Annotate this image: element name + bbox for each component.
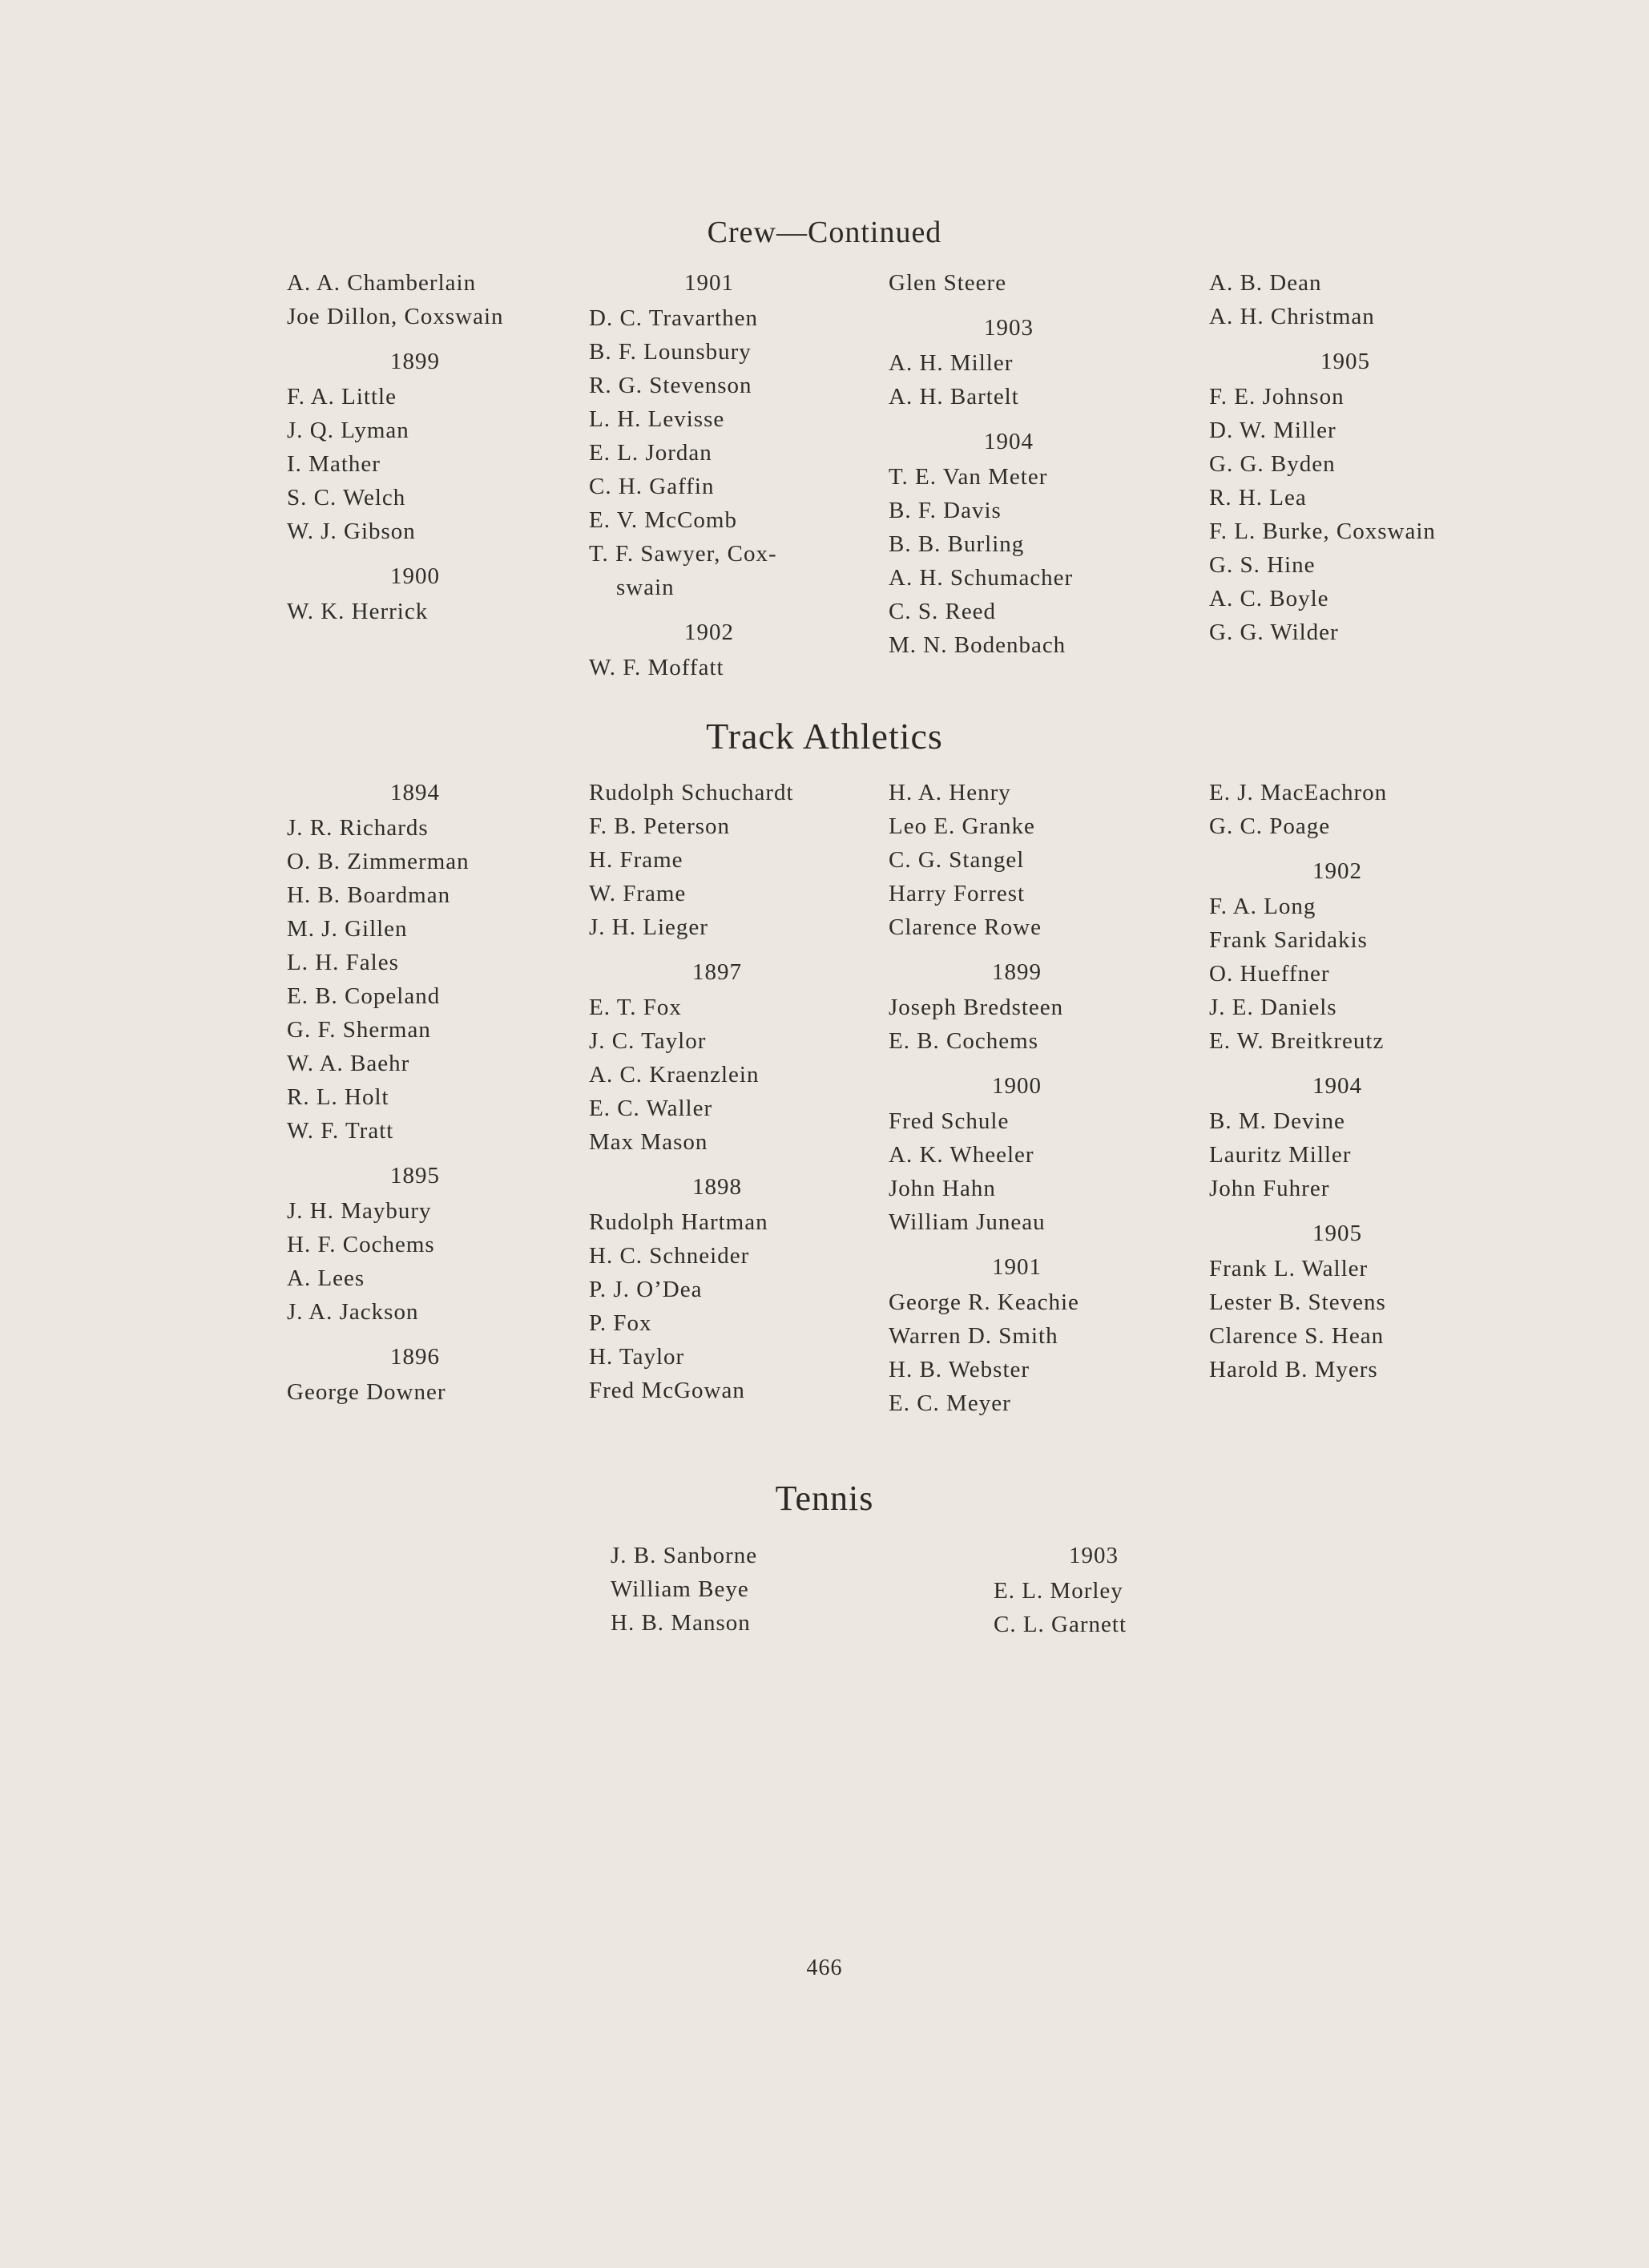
year-label: 1900 [992, 1073, 1042, 1099]
name-entry: H. B. Webster [889, 1357, 1030, 1382]
name-entry: Leo E. Granke [889, 813, 1035, 839]
year-label: 1894 [390, 780, 440, 805]
year-label: 1905 [1320, 349, 1370, 374]
name-entry: Rudolph Schuchardt [589, 780, 794, 805]
year-label: 1896 [390, 1344, 440, 1370]
name-entry: F. B. Peterson [589, 813, 731, 839]
name-entry: B. B. Burling [889, 531, 1025, 557]
name-entry: Lauritz Miller [1209, 1142, 1352, 1168]
crew-column-2 [589, 266, 829, 684]
name-entry: E. C. Waller [589, 1096, 713, 1121]
name-entry: G. C. Poage [1209, 813, 1331, 839]
name-entry: G. S. Hine [1209, 552, 1316, 578]
year-label: 1900 [390, 563, 440, 589]
crew-heading: Crew—Continued [707, 216, 942, 249]
track-column-1 [287, 776, 543, 1409]
name-entry: Rudolph Hartman [589, 1209, 768, 1235]
year-label: 1903 [1069, 1543, 1119, 1568]
name-entry: T. F. Sawyer, Cox- [589, 541, 777, 567]
name-entry: E. J. MacEachron [1209, 780, 1388, 805]
name-entry: E. C. Meyer [889, 1390, 1011, 1416]
name-entry: H. B. Boardman [287, 882, 451, 908]
name-entry: Harold B. Myers [1209, 1357, 1378, 1382]
name-entry: E. L. Morley [994, 1578, 1123, 1604]
track-column-2 [589, 776, 845, 1407]
name-entry: W. J. Gibson [287, 519, 416, 544]
year-label: 1899 [992, 959, 1042, 985]
name-entry: J. H. Lieger [589, 914, 708, 940]
name-entry: G. G. Byden [1209, 451, 1336, 477]
name-entry: A. C. Kraenzlein [589, 1062, 760, 1088]
name-entry: E. V. McComb [589, 507, 737, 533]
name-entry: H. A. Henry [889, 780, 1011, 805]
name-entry: Joe Dillon, Coxswain [287, 304, 504, 329]
name-entry: A. C. Boyle [1209, 586, 1329, 611]
name-entry: H. F. Cochems [287, 1232, 435, 1257]
name-entry: Clarence S. Hean [1209, 1323, 1385, 1349]
name-entry: A. H. Bartelt [889, 384, 1019, 410]
name-entry: John Hahn [889, 1176, 996, 1201]
name-entry: C. G. Stangel [889, 847, 1025, 873]
name-entry: Lester B. Stevens [1209, 1289, 1386, 1315]
name-entry: W. F. Tratt [287, 1118, 394, 1144]
name-entry: O. Hueffner [1209, 961, 1330, 987]
name-entry: F. A. Little [287, 384, 397, 410]
year-label: 1902 [1312, 858, 1362, 884]
name-entry: William Beye [611, 1576, 749, 1602]
name-entry: B. M. Devine [1209, 1108, 1345, 1134]
name-entry: R. H. Lea [1209, 485, 1307, 511]
name-entry: Warren D. Smith [889, 1323, 1058, 1349]
crew-column-1 [287, 266, 543, 628]
name-entry: T. E. Van Meter [889, 464, 1048, 490]
name-entry: Glen Steere [889, 270, 1007, 296]
name-entry: A. K. Wheeler [889, 1142, 1034, 1168]
name-entry: George R. Keachie [889, 1289, 1079, 1315]
crew-column-4 [1209, 266, 1482, 649]
name-entry: H. Frame [589, 847, 683, 873]
year-label: 1901 [684, 270, 734, 296]
year-label: 1901 [992, 1254, 1042, 1280]
crew-column-3 [889, 266, 1129, 662]
name-entry: A. B. Dean [1209, 270, 1322, 296]
name-entry: swain [616, 575, 675, 600]
name-entry: E. T. Fox [589, 995, 682, 1020]
name-entry: J. H. Maybury [287, 1198, 432, 1224]
name-entry: W. Frame [589, 881, 687, 906]
name-entry: W. F. Moffatt [589, 655, 724, 680]
year-label: 1904 [1312, 1073, 1362, 1099]
name-entry: L. H. Levisse [589, 406, 725, 432]
tennis-column-1 [611, 1539, 851, 1640]
name-entry: H. Taylor [589, 1344, 685, 1370]
track-heading: Track Athletics [706, 716, 943, 757]
name-entry: E. L. Jordan [589, 440, 712, 466]
name-entry: Clarence Rowe [889, 914, 1042, 940]
name-entry: H. C. Schneider [589, 1243, 750, 1269]
name-entry: J. E. Daniels [1209, 995, 1337, 1020]
name-entry: A. H. Christman [1209, 304, 1375, 329]
page-number: 466 [806, 1955, 843, 1980]
name-entry: A. H. Schumacher [889, 565, 1074, 591]
tennis-column-2 [994, 1539, 1194, 1641]
name-entry: F. L. Burke, Coxswain [1209, 519, 1436, 544]
name-entry: J. C. Taylor [589, 1028, 707, 1054]
name-entry: Max Mason [589, 1129, 708, 1155]
year-label: 1897 [692, 959, 742, 985]
name-entry: S. C. Welch [287, 485, 406, 511]
name-entry: C. H. Gaffin [589, 474, 715, 499]
name-entry: Harry Forrest [889, 881, 1026, 906]
year-label: 1903 [984, 315, 1034, 341]
name-entry: A. H. Miller [889, 350, 1014, 376]
name-entry: H. B. Manson [611, 1610, 751, 1636]
name-entry: O. B. Zimmerman [287, 849, 470, 874]
year-label: 1905 [1312, 1221, 1362, 1246]
name-entry: I. Mather [287, 451, 381, 477]
name-entry: John Fuhrer [1209, 1176, 1330, 1201]
name-entry: Frank Saridakis [1209, 927, 1368, 953]
year-label: 1895 [390, 1163, 440, 1188]
year-label: 1904 [984, 429, 1034, 454]
name-entry: G. G. Wilder [1209, 619, 1339, 645]
name-entry: C. S. Reed [889, 599, 997, 624]
name-entry: Fred McGowan [589, 1378, 745, 1403]
name-entry: R. G. Stevenson [589, 373, 752, 398]
name-entry: Fred Schule [889, 1108, 1010, 1134]
name-entry: D. W. Miller [1209, 418, 1337, 443]
tennis-heading: Tennis [775, 1479, 874, 1518]
year-label: 1902 [684, 619, 734, 645]
name-entry: George Downer [287, 1379, 446, 1405]
name-entry: F. E. Johnson [1209, 384, 1345, 410]
name-entry: P. J. O’Dea [589, 1277, 703, 1302]
name-entry: Joseph Bredsteen [889, 995, 1064, 1020]
year-label: 1898 [692, 1174, 742, 1200]
name-entry: M. J. Gillen [287, 916, 408, 942]
name-entry: J. B. Sanborne [611, 1543, 758, 1568]
name-entry: E. B. Copeland [287, 983, 441, 1009]
name-entry: B. F. Davis [889, 498, 1002, 523]
name-entry: B. F. Lounsbury [589, 339, 752, 365]
name-entry: J. A. Jackson [287, 1299, 419, 1325]
year-label: 1899 [390, 349, 440, 374]
name-entry: R. L. Holt [287, 1084, 389, 1110]
name-entry: Frank L. Waller [1209, 1256, 1369, 1281]
name-entry: W. A. Baehr [287, 1051, 410, 1076]
name-entry: J. Q. Lyman [287, 418, 409, 443]
name-entry: P. Fox [589, 1310, 652, 1336]
name-entry: W. K. Herrick [287, 599, 429, 624]
track-column-3 [889, 776, 1145, 1420]
name-entry: C. L. Garnett [994, 1612, 1127, 1637]
name-entry: L. H. Fales [287, 950, 399, 975]
name-entry: A. Lees [287, 1265, 365, 1291]
name-entry: J. R. Richards [287, 815, 429, 841]
name-entry: E. B. Cochems [889, 1028, 1038, 1054]
name-entry: M. N. Bodenbach [889, 632, 1066, 658]
name-entry: D. C. Travarthen [589, 305, 758, 331]
name-entry: G. F. Sherman [287, 1017, 431, 1043]
name-entry: E. W. Breitkreutz [1209, 1028, 1385, 1054]
name-entry: F. A. Long [1209, 894, 1316, 919]
name-entry: William Juneau [889, 1209, 1046, 1235]
track-column-4 [1209, 776, 1466, 1386]
name-entry: A. A. Chamberlain [287, 270, 477, 296]
